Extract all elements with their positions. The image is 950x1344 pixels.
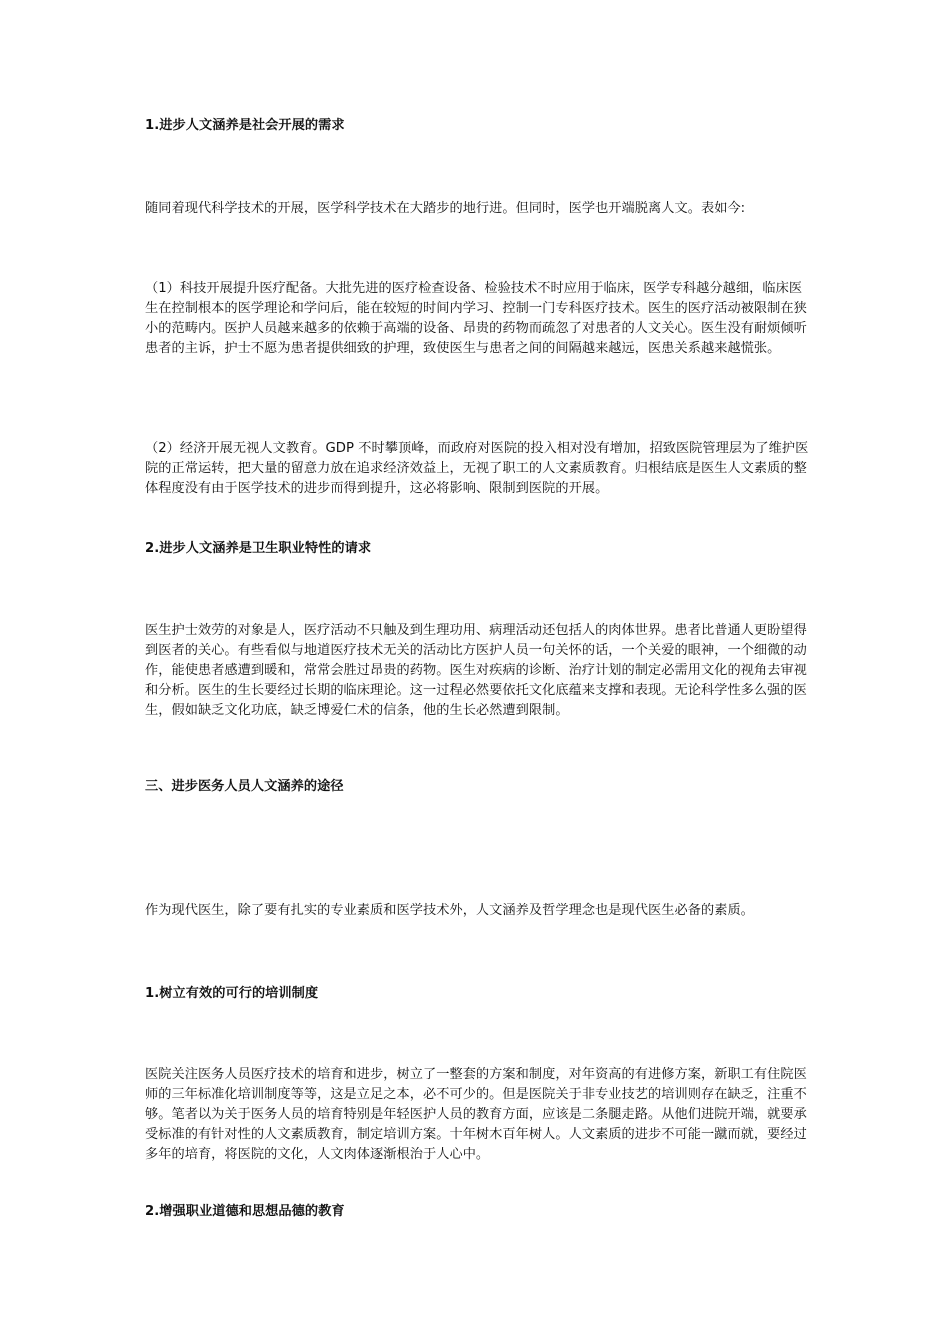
section-heading-3: 三、进步医务人员人文涵养的途径 [145,779,344,794]
section-heading-1: 1.进步人文涵养是社会开展的需求 [145,118,345,133]
section-2-paragraph: 医生护士效劳的对象是人，医疗活动不只触及到生理功用、病理活动还包括人的肉体世界。患者比普通人更盼望得到医者的关心。有些看似与地道医疗技术无关的活动比方医护人员一句关怀的话，一个关爱的眼神，一个细微的动作，能使患者感遭到暖和，常常会胜过昂贵的药物。医生对疾病的诊断、治疗计划的制定必需用文化的视角去审视和分析。医生的生长要经过长期的临床理论。这一过程必然要依托文化底蕴来支撑和表现。无论科学性多么强的医生，假如缺乏文化功底，缺乏博爱仁术的信条，他的生长必然遭到限制。 [145,623,807,718]
point-1-paragraph: （1）科技开展提升医疗配备。大批先进的医疗检查设备、检验技术不时应用于临床，医学专科越分越细，临床医生在控制根本的医学理论和学问后，能在较短的时间内学习、控制一门专科医疗技术。医生的医疗活动被限制在狭小的范畴内。医护人员越来越多的依赖于高端的设备、昂贵的药物而疏忽了对患者的人文关心。医生没有耐烦倾听患者的主诉，护士不愿为患者提供细致的护理，致使医生与患者之间的间隔越来越远，医患关系越来越慌张。 [145,281,807,356]
section-4-paragraph: 医院关注医务人员医疗技术的培育和进步，树立了一整套的方案和制度，对年资高的有进修方案，新职工有住院医师的三年标准化培训制度等等，这是立足之本，必不可少的。但是医院关于非专业技艺的培训则存在缺乏，注重不够。笔者以为关于医务人员的培育特别是年轻医护人员的教育方面，应该是二条腿走路。从他们进院开端，就要承受标准的有针对性的人文素质教育，制定培训方案。十年树木百年树人。人文素质的进步不可能一蹴而就，要经过多年的培育，将医院的文化，人文肉体逐渐根治于人心中。 [145,1067,807,1162]
section-heading-5: 2.增强职业道德和思想品德的教育 [145,1204,345,1219]
point-2-paragraph: （2）经济开展无视人文教育。GDP 不时攀顶峰，而政府对医院的投入相对没有增加，招致医院管理层为了维护医院的正常运转，把大量的留意力放在追求经济效益上，无视了职工的人文素质教育。归根结底是医生人文素质的整体程度没有由于医学技术的进步而得到提升，这必将影响、限制到医院的开展。 [145,441,809,496]
section-3-paragraph: 作为现代医生，除了要有扎实的专业素质和医学技术外，人文涵养及哲学理念也是现代医生必备的素质。 [145,903,754,918]
section-heading-4: 1.树立有效的可行的培训制度 [145,986,319,1001]
section-heading-2: 2.进步人文涵养是卫生职业特性的请求 [145,541,372,556]
intro-paragraph: 随同着现代科学技术的开展，医学科学技术在大踏步的地行进。但同时，医学也开端脱离人文。表如今: [145,201,746,216]
